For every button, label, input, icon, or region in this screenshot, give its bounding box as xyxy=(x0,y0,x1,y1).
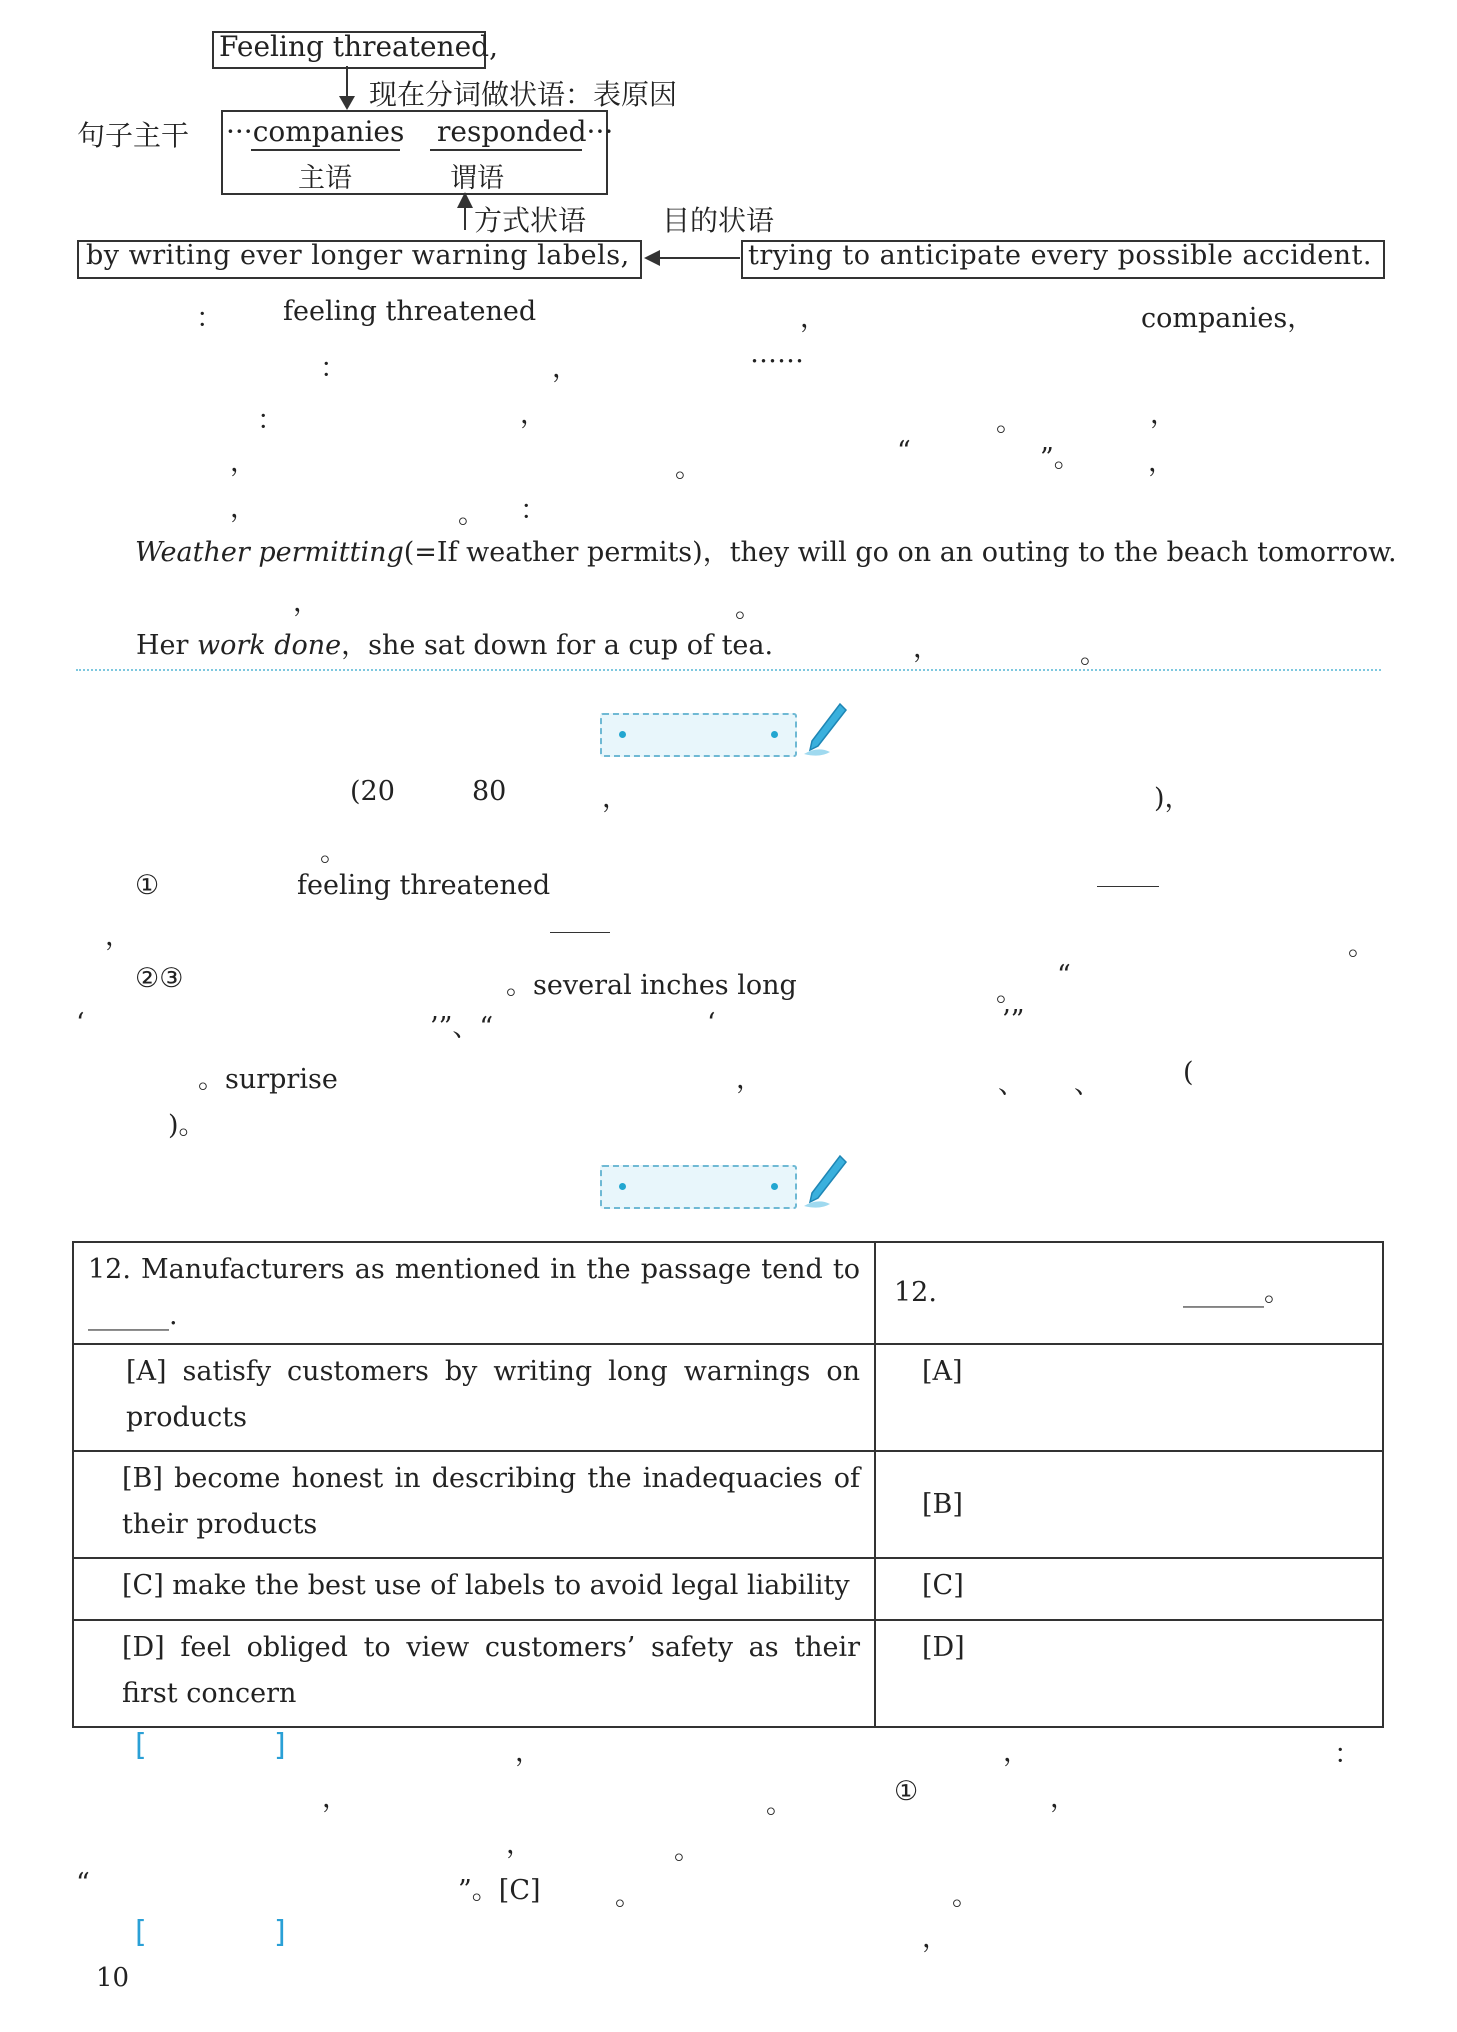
section-badge-1 xyxy=(600,713,797,757)
option-c-en xyxy=(73,1558,875,1620)
question-table xyxy=(72,1241,1384,1728)
question-stem-cn xyxy=(875,1242,1383,1344)
example-2-rest: ，she sat down for a cup of tea. xyxy=(341,630,774,661)
analysis-line4-period: 。 xyxy=(675,453,702,484)
notes-p6-dun1: 、 xyxy=(998,1069,1025,1100)
section-divider xyxy=(76,669,1381,671)
badge-dot-left xyxy=(619,731,626,738)
diagram-manner-label: 方式状语 xyxy=(474,204,587,237)
diagram-subject-word: ···companies xyxy=(226,115,405,148)
page-number: 10 xyxy=(96,1963,130,1993)
answer-line1-colon: ： xyxy=(1334,1739,1361,1770)
notes-p4-quote: “ xyxy=(1057,960,1071,991)
question-stem-cn-num: 12. xyxy=(894,1277,937,1308)
notes-p6-comma: ， xyxy=(736,1064,763,1095)
notes-p7-close: )。 xyxy=(168,1110,206,1141)
analysis-line4-comma2: ， xyxy=(1148,447,1175,478)
analysis-line5-period: 。 xyxy=(458,499,485,530)
notes-p4-marker: ②③ xyxy=(135,963,184,994)
notes-p5-quote2: ‘ xyxy=(707,1008,716,1039)
table-row xyxy=(73,1620,1383,1727)
answer-line4-close: ”。[C] xyxy=(458,1875,541,1906)
analysis-line3-comma2: ， xyxy=(1150,399,1177,430)
answer-line1-comma2: ， xyxy=(1003,1737,1030,1768)
answer-line3-comma: ， xyxy=(506,1829,533,1860)
option-d-cn: [D] xyxy=(875,1620,1383,1727)
analysis-line1-companies: companies， xyxy=(1141,303,1315,334)
diagram-predicate-word: responded··· xyxy=(437,115,614,148)
example-2-cn-comma: ， xyxy=(913,633,940,664)
answer-line2-comma2: ， xyxy=(1050,1783,1077,1814)
answer-line1-comma1: ， xyxy=(515,1737,542,1768)
answer-line2-comma: ， xyxy=(322,1783,349,1814)
answer-line2-period: 。 xyxy=(766,1789,793,1820)
answer-bracket-close-2: ] xyxy=(274,1915,286,1950)
badge-dot-right xyxy=(771,1183,778,1190)
example-1-rest: (=If weather permits)，they will go on an outing to the beach tomorrow. xyxy=(403,537,1397,568)
analysis-line4-close-quote: ”。 xyxy=(1040,443,1081,474)
notes-p5-close1: ’”、“ xyxy=(430,1012,494,1043)
notes-p3-comma: ， xyxy=(105,921,132,952)
analysis-line4-open-quote: “ xyxy=(897,436,911,467)
option-b-en xyxy=(73,1451,875,1558)
table-row xyxy=(73,1344,1383,1451)
analysis-line4-comma1: ， xyxy=(230,447,257,478)
question-stem-en: 12. Manufacturers as mentioned in the passage tend to ______. xyxy=(73,1242,875,1344)
example-sentence-2 xyxy=(136,623,773,662)
notes-p6-dun2: 、 xyxy=(1074,1069,1101,1100)
pen-icon xyxy=(800,1152,850,1212)
notes-p4-phrase: 。several inches long xyxy=(506,970,797,1001)
example-1-cn-period: 。 xyxy=(735,593,762,624)
notes-p5-quote1: ‘ xyxy=(76,1008,85,1039)
diagram-left-label: 句子主干 xyxy=(77,119,190,152)
answer-bracket-open-1: [ xyxy=(135,1728,147,1763)
notes-p3-period: 。 xyxy=(1348,931,1375,962)
analysis-line1-colon: ： xyxy=(196,303,223,334)
option-a-en-text: [A] satisfy customers by writing long warnings on products xyxy=(126,1356,860,1433)
notes-p1-comma: ， xyxy=(602,783,629,814)
analysis-line2-ellipsis: …… xyxy=(750,338,804,369)
answer-bracket-open-2: [ xyxy=(135,1915,147,1950)
answer-line5-comma: ， xyxy=(922,1923,949,1954)
example-2-start: Her xyxy=(136,630,198,661)
answer-line3-period: 。 xyxy=(674,1835,701,1866)
section-badge-2 xyxy=(600,1165,797,1209)
table-row xyxy=(73,1451,1383,1558)
analysis-line1-phrase: feeling threatened xyxy=(283,296,537,327)
notes-p6-paren: ( xyxy=(1183,1057,1194,1088)
analysis-line5-colon: ： xyxy=(520,495,547,526)
answer-line4-quote: “ xyxy=(76,1868,90,1899)
analysis-line3-period: 。 xyxy=(996,407,1023,438)
answer-line4-period2: 。 xyxy=(952,1881,979,1912)
notes-p4-period: 。 xyxy=(996,977,1023,1008)
example-1-cn-comma: ， xyxy=(293,587,320,618)
diagram-purpose-box-text: trying to anticipate every possible accident. xyxy=(748,240,1372,271)
analysis-line3-comma1: ， xyxy=(520,399,547,430)
analysis-line2-comma: ， xyxy=(552,353,579,384)
diagram-subject-label: 主语 xyxy=(298,163,352,194)
table-row xyxy=(73,1242,1383,1344)
answer-line2-marker: ① xyxy=(894,1776,919,1807)
analysis-line5-comma: ， xyxy=(230,493,257,524)
question-stem-cn-end: ______。 xyxy=(1183,1277,1291,1308)
option-c-en-text: [C] make the best use of labels to avoid legal liability xyxy=(122,1570,850,1601)
diagram-top-note: 现在分词做状语：表原因 xyxy=(369,78,678,111)
example-1-italic: Weather permitting xyxy=(135,537,404,568)
answer-bracket-close-1: ] xyxy=(274,1728,286,1763)
diagram-manner-box-text: by writing ever longer warning labels, xyxy=(86,240,630,271)
notes-p1-num: 80 xyxy=(472,776,507,807)
option-b-en-text: [B] become honest in describing the inadequacies of their products xyxy=(122,1463,860,1540)
notes-p2-phrase: feeling threatened xyxy=(297,870,551,901)
table-row xyxy=(73,1558,1383,1620)
example-2-cn-period: 。 xyxy=(1080,639,1107,670)
option-a-en xyxy=(73,1344,875,1451)
notes-p5-close2: ’” xyxy=(1002,1005,1025,1036)
diagram-predicate-label: 谓语 xyxy=(450,163,504,194)
notes-p1-paren: (20 xyxy=(350,776,395,807)
notes-p6-surprise: 。surprise xyxy=(198,1064,338,1095)
option-d-en-text: [D] feel obliged to view customers’ safety as their first concern xyxy=(122,1632,860,1709)
example-sentence-1 xyxy=(135,530,1397,569)
answer-line4-period1: 。 xyxy=(615,1881,642,1912)
example-2-italic: work done xyxy=(197,630,342,661)
option-a-cn: [A] xyxy=(875,1344,1383,1451)
analysis-line2-colon: ： xyxy=(320,353,347,384)
notes-p2-marker: ① xyxy=(135,870,160,901)
notes-p2-blank xyxy=(1097,886,1159,887)
diagram-purpose-label: 目的状语 xyxy=(662,204,775,237)
option-d-en xyxy=(73,1620,875,1727)
badge-dot-right xyxy=(771,731,778,738)
diagram-top-box-text: Feeling threatened, xyxy=(219,30,498,63)
option-c-cn: [C] xyxy=(875,1558,1383,1620)
notes-p1-close: )， xyxy=(1154,783,1192,814)
analysis-line3-colon: ： xyxy=(257,405,284,436)
notes-p3-blank xyxy=(550,932,610,933)
notes-p1-period: 。 xyxy=(320,837,347,868)
option-b-cn: [B] xyxy=(875,1451,1383,1558)
analysis-line1-comma: ， xyxy=(800,303,827,334)
pen-icon xyxy=(800,700,850,760)
badge-dot-left xyxy=(619,1183,626,1190)
